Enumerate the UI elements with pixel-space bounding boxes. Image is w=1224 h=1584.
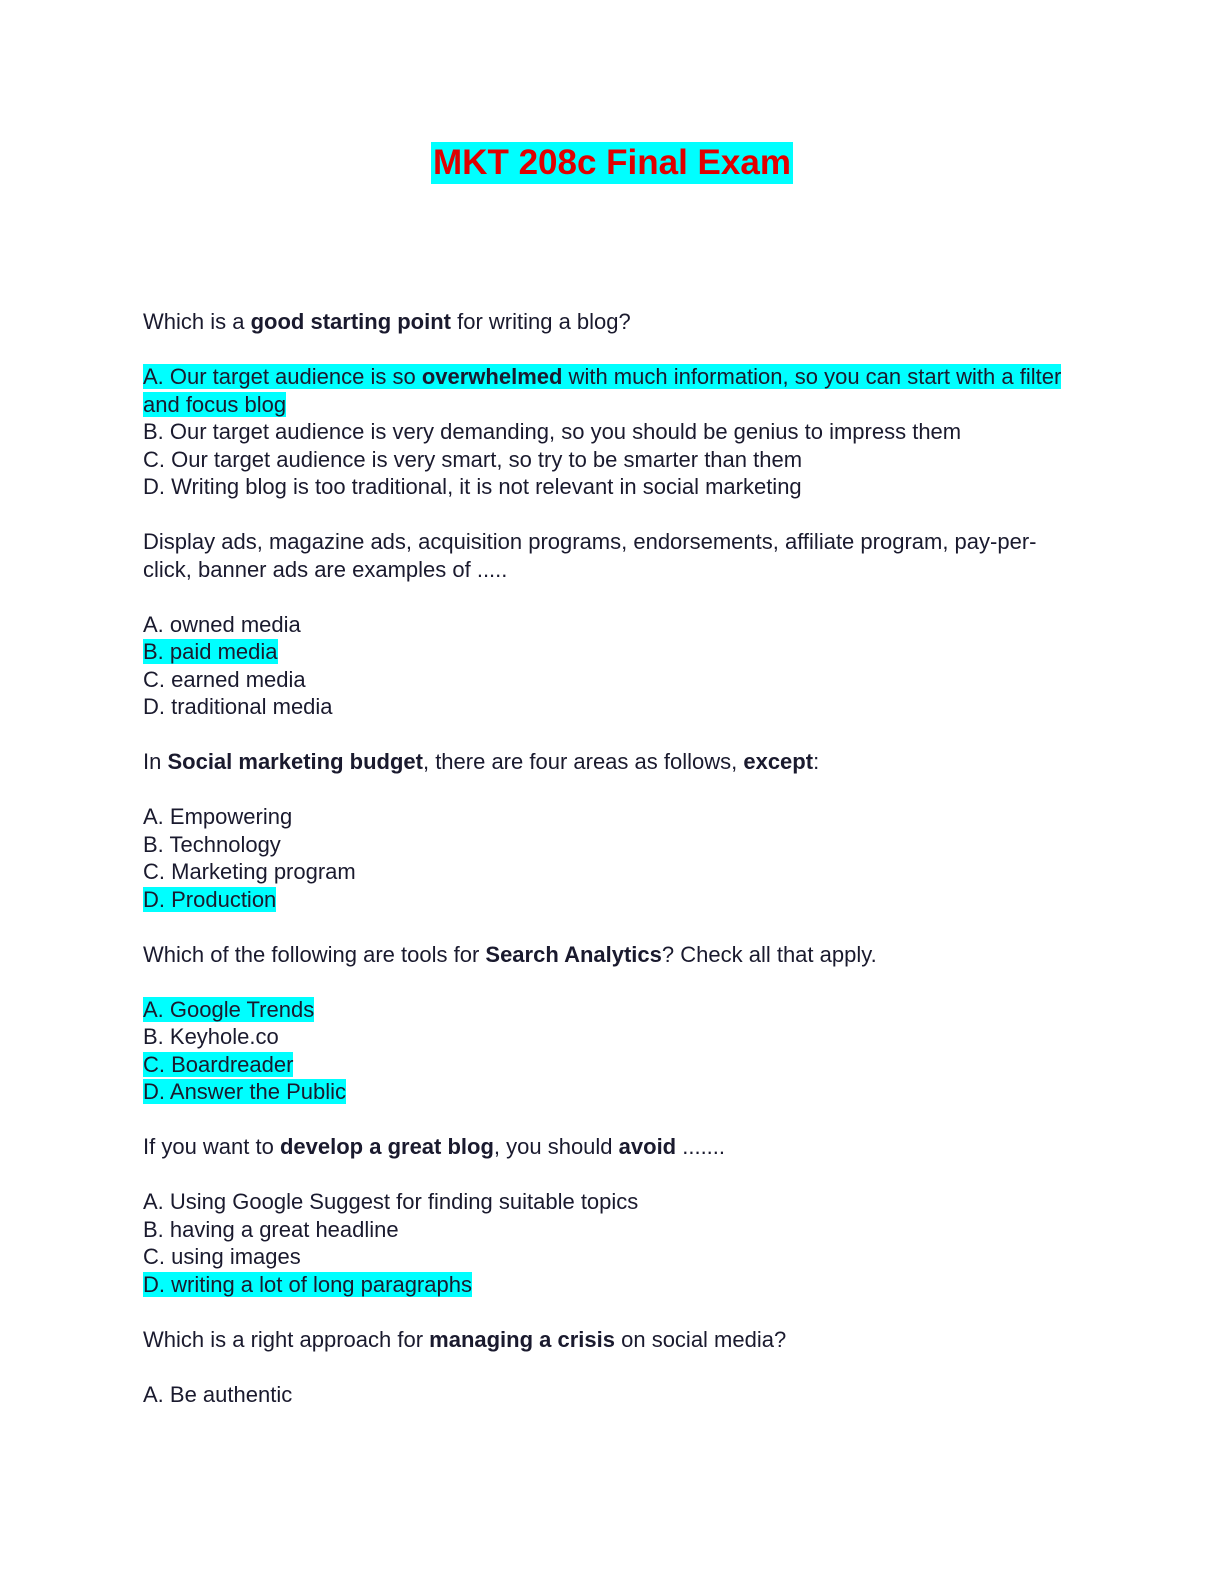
question-text	[143, 748, 1083, 776]
answer-options	[143, 363, 1083, 501]
text-run: A. Using Google Suggest for finding suitable topics	[143, 1189, 639, 1214]
question-text	[143, 1326, 1083, 1354]
answer-option	[143, 473, 1083, 501]
text-run: ? Check all that apply.	[661, 941, 877, 967]
text-run: for writing a blog?	[451, 309, 631, 334]
answer-options	[143, 1188, 1083, 1298]
answer-option-correct	[143, 1078, 1083, 1106]
text-run: C. Our target audience is very smart, so try to be smarter than them	[143, 446, 803, 472]
answer-option	[143, 831, 1083, 859]
emphasis-text: develop a great blog	[279, 1134, 494, 1159]
answer-option-correct	[143, 886, 1083, 914]
answer-highlight	[143, 1052, 293, 1077]
text-run: C. Boardreader	[143, 1051, 294, 1077]
text-run: .......	[676, 1134, 726, 1159]
answer-highlight	[143, 997, 314, 1022]
exam-title	[0, 142, 1224, 184]
emphasis-text: avoid	[618, 1134, 677, 1159]
answer-option	[143, 693, 1083, 721]
text-run: :	[813, 749, 820, 774]
text-run: , there are four areas as follows,	[422, 749, 744, 774]
text-run: Which of the following are tools for	[143, 941, 486, 967]
text-run: A. Be authentic	[143, 1381, 293, 1407]
answer-option	[143, 1188, 1083, 1216]
text-run: on social media?	[615, 1326, 787, 1352]
answer-options	[143, 611, 1083, 721]
text-run: A. Empowering	[143, 804, 293, 829]
text-run: D. traditional media	[143, 694, 333, 719]
answer-option	[143, 666, 1083, 694]
answer-option-correct	[143, 638, 1083, 666]
text-run: C. earned media	[143, 666, 306, 692]
emphasis-text: managing a crisis	[429, 1326, 615, 1352]
answer-option	[143, 446, 1083, 474]
question-text	[143, 308, 1083, 336]
answer-option	[143, 418, 1083, 446]
question-text	[143, 528, 1083, 583]
text-run: B. having a great headline	[143, 1216, 399, 1242]
question-text	[143, 1133, 1083, 1161]
emphasis-text: Social marketing budget	[167, 749, 423, 774]
text-run: Which is a right approach for	[143, 1326, 430, 1352]
question-list	[143, 308, 1083, 1436]
exam-title-text: MKT 208c Final Exam	[433, 143, 791, 182]
answer-highlight	[143, 364, 1061, 417]
answer-option-correct	[143, 996, 1083, 1024]
text-run: Which is a	[143, 309, 251, 334]
answer-highlight	[143, 1079, 346, 1104]
answer-option	[143, 1023, 1083, 1051]
text-run: D. Writing blog is too traditional, it is not relevant in social marketing	[143, 474, 802, 499]
answer-option-correct	[143, 1271, 1083, 1299]
answer-option-correct	[143, 1051, 1083, 1079]
text-run: B. Our target audience is very demanding, so you should be genius to impress them	[143, 419, 962, 444]
answer-option	[143, 1381, 1083, 1409]
text-run: B. Technology	[143, 831, 281, 857]
question-text	[143, 941, 1083, 969]
emphasis-text: good starting point	[250, 309, 451, 334]
answer-option-correct	[143, 363, 1083, 418]
answer-options	[143, 803, 1083, 913]
answer-option	[143, 803, 1083, 831]
answer-options	[143, 1381, 1083, 1409]
text-run: C. Marketing program	[143, 859, 356, 884]
answer-option	[143, 611, 1083, 639]
emphasis-text: overwhelmed	[421, 364, 563, 389]
answer-highlight	[143, 639, 278, 664]
text-run: D. Answer the Public	[143, 1079, 346, 1104]
text-run: with much information, so you can start with a filter and focus blog	[143, 364, 1062, 417]
emphasis-text: Search Analytics	[485, 941, 662, 967]
answer-option	[143, 858, 1083, 886]
text-run: A. Our target audience is so	[143, 364, 422, 389]
text-run: , you should	[493, 1134, 619, 1159]
answer-highlight	[143, 887, 276, 912]
text-run: In	[143, 749, 168, 774]
answer-option	[143, 1243, 1083, 1271]
text-run: A. Google Trends	[143, 996, 315, 1022]
text-run: B. Keyhole.co	[143, 1024, 279, 1049]
text-run: D. writing a lot of long paragraphs	[143, 1271, 472, 1297]
text-run: C. using images	[143, 1244, 301, 1269]
text-run: If you want to	[143, 1134, 280, 1159]
answer-highlight	[143, 1272, 472, 1297]
text-run: B. paid media	[143, 639, 278, 664]
emphasis-text: except	[743, 749, 814, 774]
text-run: A. owned media	[143, 611, 301, 637]
text-run: Display ads, magazine ads, acquisition programs, endorsements, affiliate program, pay-per-click, banner ads are examples of .....	[143, 529, 1037, 582]
answer-options	[143, 996, 1083, 1106]
answer-option	[143, 1216, 1083, 1244]
text-run: D. Production	[143, 886, 277, 912]
